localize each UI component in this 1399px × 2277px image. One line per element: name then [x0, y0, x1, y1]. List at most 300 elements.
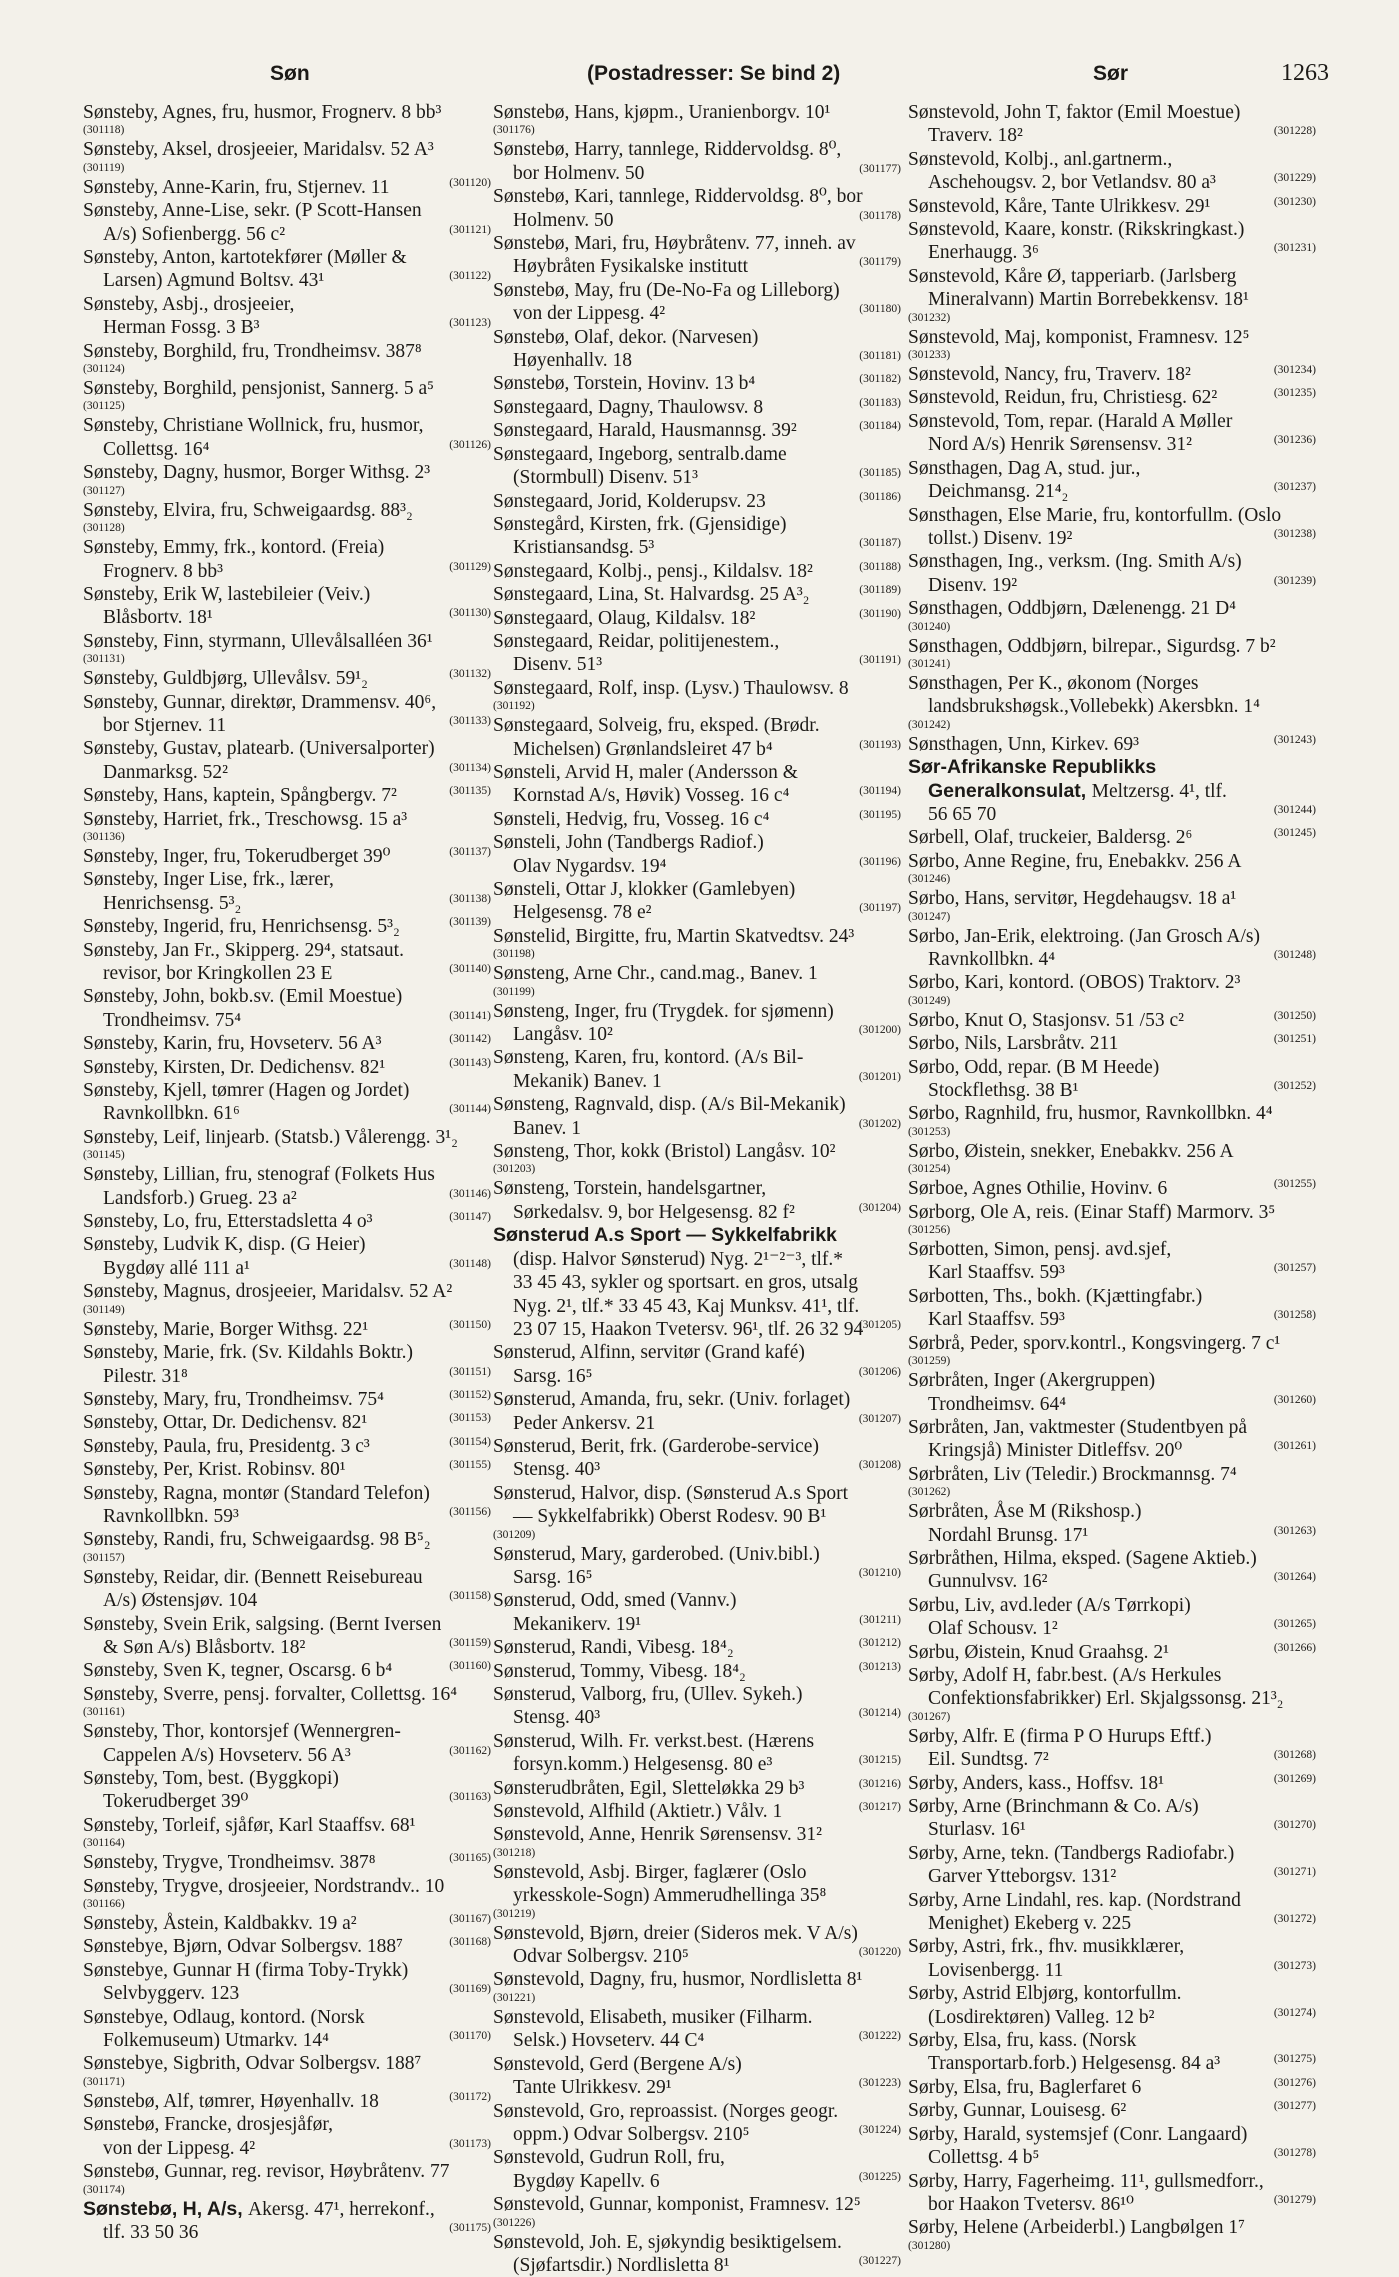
entry-line: yrkesskole-Sogn) Ammerudhellinga 35⁸: [513, 1885, 827, 1907]
entry-line: Sønstebø, Francke, drosjesjåfør,: [83, 2114, 333, 2136]
directory-entry: [493, 808, 901, 831]
directory-entry: [908, 1935, 1316, 1982]
directory-entry: [908, 1140, 1316, 1175]
entry-line: Ravnkollbkn. 61⁶: [103, 1103, 240, 1125]
directory-entry: [83, 1318, 491, 1341]
entry-line: Trondheimsv. 75⁴: [103, 1009, 242, 1031]
directory-entry: [908, 1201, 1316, 1236]
entry-line: Sønsterud, Berit, frk. (Garderobe-service): [493, 1435, 819, 1457]
entry-line: Sørbråten, Inger (Akergruppen): [908, 1370, 1156, 1392]
directory-entry: [83, 1032, 491, 1055]
entry-number: (301132): [449, 668, 491, 681]
entry-line: Sønstebø, Gunnar, reg. revisor, Høybråtenv. 77: [83, 2161, 450, 2183]
directory-entry: [83, 340, 491, 375]
directory-entry: [908, 1641, 1316, 1664]
entry-line: Cappelen A/s) Hovseterv. 56 A³: [103, 1744, 351, 1766]
directory-entry: [908, 826, 1316, 849]
entry-number: (301211): [859, 1613, 901, 1626]
entry-number: (301280): [908, 2239, 951, 2252]
directory-entry: [908, 850, 1316, 885]
entry-line: Sønsteby, Trygve, drosjeeier, Nordstrandv.. 10: [83, 1875, 445, 1897]
entry-line: Sønstevold, Tom, repar. (Harald A Møller: [908, 410, 1233, 432]
entry-line: Sønstevold, Gro, reproassist. (Norges geogr.: [493, 2100, 839, 2122]
directory-entry: [493, 560, 901, 583]
entry-number: (301209): [493, 1528, 536, 1541]
directory-entry: [493, 2231, 901, 2277]
entry-number: (301265): [1273, 1618, 1316, 1631]
entry-number: (301186): [859, 490, 901, 503]
entry-line: Eil. Sundtsg. 7²: [928, 1749, 1049, 1771]
column-2: [493, 101, 901, 2277]
entry-line: Garver Ytteborgsv. 131²: [928, 1866, 1117, 1888]
entry-line: Sønstevold, Kåre, Tante Ulrikkesv. 29¹: [908, 195, 1211, 217]
directory-entry: [908, 2123, 1316, 2170]
directory-entry: [908, 1009, 1316, 1032]
directory-entry: [908, 925, 1316, 972]
entry-line: Sønsteby, Tom, best. (Byggkopi): [83, 1768, 339, 1789]
entry-line: Kringsjå) Minister Ditleffsv. 20⁰: [928, 1440, 1183, 1462]
directory-entry: [493, 138, 901, 185]
entry-line: Sønsterud, Valborg, fru, (Ullev. Sykeh.): [493, 1684, 803, 1705]
entry-number: (301118): [83, 124, 125, 137]
entry-line: Tokerudberget 39⁰: [103, 1791, 249, 1813]
entry-line: (Sjøfartsdir.) Nordlisletta 8¹: [513, 2254, 730, 2276]
directory-entry: [83, 2113, 491, 2160]
directory-entry: [908, 1795, 1316, 1842]
entry-line: & Søn A/s) Blåsbortv. 18²: [103, 1636, 306, 1658]
entry-line: Tante Ulrikkesv. 29¹: [513, 2077, 672, 2099]
directory-entry: [908, 363, 1316, 386]
directory-entry: [493, 1224, 901, 1341]
entry-line: Sønstelid, Birgitte, fru, Martin Skatvedtsv. 24³: [493, 925, 855, 947]
entry-number: (301247): [908, 910, 951, 923]
entry-number: (301253): [908, 1125, 951, 1138]
entry-line: Olav Nygardsv. 19⁴: [513, 855, 667, 877]
entry-line: bor Stjernev. 11: [103, 714, 227, 736]
directory-entry: [83, 293, 491, 340]
directory-entry: [83, 784, 491, 807]
entry-number: (301229): [1273, 172, 1316, 185]
entry-number: (301172): [449, 2090, 491, 2103]
entry-number: (301202): [858, 1117, 901, 1130]
entry-line: Sørby, Elsa, fru, kass. (Norsk: [908, 2030, 1137, 2052]
directory-entry: [908, 1463, 1316, 1498]
entry-line: Sønsteby, Anne-Karin, fru, Stjernev. 11: [83, 176, 390, 198]
entry-number: (301198): [493, 948, 535, 961]
directory-entry: [493, 761, 901, 808]
entry-line: Sarsg. 16⁵: [513, 1365, 593, 1387]
entry-number: (301143): [449, 1056, 491, 1069]
entry-line: Blåsbortv. 18¹: [103, 607, 213, 629]
entry-number: (301175): [449, 2221, 491, 2234]
directory-entry: [83, 199, 491, 246]
entry-number: (301219): [493, 1907, 536, 1920]
directory-entry: [493, 419, 901, 442]
directory-entry: [493, 101, 901, 136]
directory-entry: [908, 971, 1316, 1006]
entry-line: Helgesensg. 78 e²: [513, 902, 652, 924]
entry-line: Sønstevold, Joh. E, sjøkyndig besiktigelsem.: [493, 2231, 842, 2253]
entry-number: (301273): [1273, 1959, 1316, 1972]
entry-line: Sørbråten, Jan, vaktmester (Studentbyen på: [908, 1416, 1247, 1438]
directory-entry: [908, 410, 1316, 457]
entry-line: Sønsthagen, Oddbjørn, Dælenengg. 21 D⁴: [908, 598, 1236, 620]
entry-line: forsyn.komm.) Helgesensg. 80 e³: [513, 1754, 773, 1776]
entry-line: Høyenhallv. 18: [513, 350, 632, 372]
entry-number: (301234): [1273, 364, 1316, 377]
directory-entry: [908, 101, 1316, 148]
entry-line: Sønsteby, Hans, kaptein, Spångbergv. 7²: [83, 785, 397, 807]
entry-number: (301142): [449, 1033, 491, 1046]
entry-number: (301125): [83, 400, 125, 413]
entry-number: (301235): [1273, 387, 1316, 400]
entry-line: Sønstevold, John T, faktor (Emil Moestue): [908, 102, 1241, 123]
entry-line: Høybråten Fysikalske institutt: [513, 256, 749, 278]
directory-entry: [493, 1140, 901, 1175]
entry-line: Mineralvann) Martin Borrebekkensv. 18¹: [928, 289, 1249, 311]
directory-entry: [908, 504, 1316, 551]
entry-number: (301167): [449, 1913, 491, 1926]
directory-entry: [83, 461, 491, 496]
directory-entry: [83, 1814, 491, 1849]
entry-line: Sørbo, Kari, kontord. (OBOS) Traktorv. 2³: [908, 972, 1241, 994]
entry-number: (301276): [1273, 2076, 1316, 2089]
entry-number: (301126): [449, 438, 491, 451]
entry-number: (301237): [1273, 481, 1316, 494]
entry-number: (301191): [859, 654, 901, 667]
directory-entry: [493, 490, 901, 513]
entry-number: (301133): [449, 714, 491, 727]
entry-number: (301183): [859, 396, 901, 409]
entry-line: Sønsteng, Thor, kokk (Bristol) Langåsv. 10²: [493, 1141, 836, 1163]
entry-line: (disp. Halvor Sønsterud) Nyg. 2¹⁻²⁻³, tlf.*: [513, 1248, 844, 1270]
entry-line: Sønstebø, Kari, tannlege, Riddervoldsg. 8⁰, bor: [493, 186, 863, 208]
directory-entry: [83, 1566, 491, 1613]
entry-number: (301227): [858, 2254, 901, 2267]
entry-line: Sønsteli, John (Tandbergs Radiof.): [493, 832, 764, 854]
entry-number: (301207): [858, 1412, 901, 1425]
directory-entry: [83, 1079, 491, 1126]
directory-entry: [908, 1369, 1316, 1416]
entry-number: (301210): [858, 1566, 901, 1579]
directory-entry: [83, 499, 491, 534]
entry-number: (301268): [1273, 1749, 1316, 1762]
entry-number: (301157): [83, 1551, 125, 1564]
directory-entry: [493, 372, 901, 395]
directory-entry: [493, 1482, 901, 1541]
directory-entry: [493, 1388, 901, 1435]
entry-line: Sørbo, Øistein, snekker, Enebakkv. 256 A: [908, 1140, 1234, 1162]
entry-line: Sørby, Helene (Arbeiderbl.) Langbølgen 1⁷: [908, 2217, 1245, 2239]
directory-entry: [493, 232, 901, 279]
entry-number: (301178): [859, 209, 901, 222]
entry-line: Sørby, Arne (Brinchmann & Co. A/s): [908, 1796, 1199, 1817]
directory-entry: [908, 2216, 1316, 2251]
entry-number: (301180): [859, 303, 901, 316]
entry-line: Frognerv. 8 bb³: [103, 560, 223, 582]
entry-line: Confektionsfabrikker) Erl. Skjalgssonsg. 21³₂: [928, 1688, 1284, 1710]
directory-entry: [493, 1660, 901, 1683]
directory-entry: [83, 1163, 491, 1210]
entry-line: Sønstevold, Asbj. Birger, faglærer (Oslo: [493, 1861, 807, 1883]
entry-line: Sønstegård, Kirsten, frk. (Gjensidige): [493, 513, 787, 535]
directory-entry: [493, 1435, 901, 1482]
entry-line: Sørboe, Agnes Othilie, Hovinv. 6: [908, 1178, 1168, 1200]
entry-line: Sønsteby, Ludvik K, disp. (G Heier): [83, 1234, 366, 1256]
entry-line: Mekanik) Banev. 1: [513, 1070, 662, 1092]
entry-number: (301127): [83, 484, 125, 497]
directory-entry: [908, 1102, 1316, 1137]
entry-line: Sønstevold, Kolbj., anl.gartnerm.,: [908, 148, 1173, 170]
entry-line: Sturlasv. 16¹: [928, 1819, 1026, 1841]
entry-line: revisor, bor Kringkollen 23 E: [103, 963, 333, 984]
directory-entry: [83, 1851, 491, 1874]
entry-number: (301120): [449, 176, 491, 189]
header-left: Søn: [270, 62, 310, 85]
entry-number: (301277): [1273, 2100, 1316, 2113]
entry-line: Folkemuseum) Utmarkv. 14⁴: [103, 2030, 329, 2052]
entry-number: (301264): [1273, 1571, 1316, 1584]
entry-number: (301232): [908, 311, 951, 324]
entry-number: (301213): [858, 1660, 901, 1673]
entry-number: (301259): [908, 1355, 951, 1368]
entry-line: Sønsteby, Borghild, fru, Trondheimsv. 387⁸: [83, 340, 422, 362]
entry-number: (301162): [449, 1744, 491, 1757]
directory-entry: [83, 1210, 491, 1233]
directory-entry: [493, 1177, 901, 1224]
entry-line: Sønsthagen, Ing., verksm. (Ing. Smith A/s): [908, 551, 1242, 573]
entry-number: (301238): [1273, 527, 1316, 540]
entry-line: Sønsterud, Halvor, disp. (Sønsterud A.s Sport: [493, 1482, 849, 1504]
entry-line: Sønstevold, Gerd (Bergene A/s): [493, 2053, 742, 2075]
directory-entry: [908, 326, 1316, 361]
entry-number: (301154): [449, 1435, 491, 1448]
directory-entry: [83, 667, 491, 690]
entry-line: Sønsteby, Reidar, dir. (Bennett Reisebureau: [83, 1566, 423, 1588]
entry-line: Selvbyggerv. 123: [103, 1983, 240, 2005]
entry-line: Sønsteby, Sven K, tegner, Oscarsg. 6 b⁴: [83, 1660, 393, 1682]
entry-number: (301177): [859, 162, 901, 175]
entry-number: (301151): [449, 1365, 491, 1378]
entry-number: (301246): [908, 873, 951, 886]
entry-number: (301195): [859, 808, 901, 821]
directory-entry: [493, 1000, 901, 1047]
directory-entry: [493, 1922, 901, 1969]
entry-line: Mekanikerv. 19¹: [513, 1613, 642, 1635]
entry-line: Sønsteby, Per, Krist. Robinsv. 80¹: [83, 1459, 346, 1481]
entry-number: (301144): [449, 1103, 491, 1116]
entry-line: Sønstevold, Dagny, fru, husmor, Nordlisletta 8¹: [493, 1969, 863, 1991]
entry-line: Selsk.) Hovseterv. 44 C⁴: [513, 2030, 705, 2052]
entry-line: Sønstegaard, Olaug, Kildalsv. 18²: [493, 607, 756, 629]
entry-line: Sønsteby, Svein Erik, salgsing. (Bernt Iversen: [83, 1613, 442, 1635]
entry-line: Sønsteby, Leif, linjearb. (Statsb.) Vålerengg. 3¹₂: [83, 1126, 458, 1148]
entry-number: (301200): [858, 1024, 901, 1037]
entry-line: Sønstevold, Maj, komponist, Framnesv. 12⁵: [908, 326, 1250, 348]
entry-line: tlf. 33 50 36: [103, 2221, 199, 2243]
directory-entry: [493, 2053, 901, 2100]
entry-line: Sønstevold, Elisabeth, musiker (Filharm.: [493, 2006, 813, 2028]
entry-number: (301233): [908, 349, 951, 362]
entry-line: Sønsteby, Dagny, husmor, Borger Withsg. 2³: [83, 462, 431, 484]
entry-number: (301258): [1273, 1309, 1316, 1322]
entry-line: Sønsthagen, Per K., økonom (Norges: [908, 672, 1199, 694]
entry-line: Sønsterud, Wilh. Fr. verkst.best. (Hærens: [493, 1730, 815, 1752]
entry-line: von der Lippesg. 4²: [103, 2137, 256, 2159]
entry-line: Sønsteby, Ottar, Dr. Dedichensv. 82¹: [83, 1412, 368, 1434]
entry-line: Olaf Schousv. 1²: [928, 1618, 1058, 1640]
entry-line: Sønsthagen, Unn, Kirkev. 69³: [908, 733, 1139, 755]
entry-line: Sønsteby, Magnus, drosjeeier, Maridalsv. 52 A²: [83, 1281, 453, 1303]
entry-number: (301267): [908, 1710, 951, 1723]
directory-entry: [908, 1725, 1316, 1772]
entry-line: Sørbu, Øistein, Knud Graahsg. 2¹: [908, 1641, 1169, 1663]
directory-entry: [83, 2052, 491, 2087]
entry-number: (301239): [1273, 574, 1316, 587]
entry-line: landsbrukshøgsk.,Vollebekk) Akersbkn. 1⁴: [928, 696, 1260, 718]
directory-entry: [493, 1730, 901, 1777]
entry-line: Sønstevold, Kåre Ø, tapperiarb. (Jarlsberg: [908, 265, 1237, 287]
entry-line: Sønsthagen, Else Marie, fru, kontorfullm. (Oslo: [908, 504, 1282, 526]
entry-number: (301134): [449, 761, 491, 774]
entry-number: (301218): [493, 1846, 536, 1859]
entry-number: (301184): [859, 420, 901, 433]
entry-number: (301223): [858, 2077, 901, 2090]
directory-entry: [83, 1388, 491, 1411]
entry-line: Sønsteli, Hedvig, fru, Vosseg. 16 c⁴: [493, 808, 770, 830]
entry-number: (301166): [83, 1898, 125, 1911]
entry-line: Sønsteby, Guldbjørg, Ullevålsv. 59¹₂: [83, 668, 368, 690]
entry-number: (301242): [908, 718, 951, 731]
directory-entry: [908, 2170, 1316, 2217]
entry-number: (301201): [858, 1070, 901, 1083]
entry-line: Sønsteby, Borghild, pensjonist, Sannerg. 5 a⁵: [83, 378, 434, 400]
entry-line: Sønstebye, Sigbrith, Odvar Solbergsv. 188⁷: [83, 2053, 422, 2075]
entry-line: Sønsteby, Paula, fru, Presidentg. 3 c³: [83, 1435, 370, 1457]
entry-line: Disenv. 51³: [513, 654, 603, 676]
entry-line: Sønsteby, Gunnar, direktør, Drammensv. 40⁶,: [83, 691, 437, 713]
entry-number: (301257): [1273, 1262, 1316, 1275]
entry-number: (301130): [449, 607, 491, 620]
entry-number: (301244): [1273, 803, 1316, 816]
column-3: [908, 101, 1316, 2254]
entry-line: Holmenv. 50: [513, 209, 614, 231]
entry-line: Sønsteby, Anton, kartotekfører (Møller &: [83, 247, 407, 269]
directory-entry: [83, 868, 491, 915]
entry-line: Sønstegaard, Dagny, Thaulowsv. 8: [493, 396, 764, 418]
entry-number: (301185): [859, 467, 901, 480]
entry-line: Sønsteby, Christiane Wollnick, fru, husmor,: [83, 415, 424, 437]
directory-entry: [83, 1720, 491, 1767]
entry-line: Sønsteby, Thor, kontorsjef (Wennergren-: [83, 1721, 401, 1743]
entry-number: (301135): [449, 785, 491, 798]
entry-line: 23 07 15, Haakon Tvetersv. 96¹, tlf. 26 32 94: [513, 1318, 864, 1340]
directory-entry: [83, 2198, 491, 2245]
directory-entry: [83, 630, 491, 665]
entry-line: Sørbotten, Ths., bokh. (Kjættingfabr.): [908, 1285, 1203, 1307]
entry-line: Sørby, Arne, tekn. (Tandbergs Radiofabr.): [908, 1842, 1235, 1864]
directory-entry: [493, 2006, 901, 2053]
entry-line: Sønsthagen, Oddbjørn, bilrepar., Sigurdsg. 7 b²: [908, 635, 1276, 657]
directory-entry: [493, 1093, 901, 1140]
entry-line: Sønsteli, Arvid H, maler (Andersson &: [493, 761, 798, 783]
directory-entry: [493, 583, 901, 606]
entry-line: Sønsteby, Torleif, sjåfør, Karl Staaffsv. 68¹: [83, 1814, 416, 1836]
directory-entry: [83, 176, 491, 199]
entry-number: (301149): [83, 1303, 125, 1316]
entry-line: Sørbråten, Åse M (Rikshosp.): [908, 1501, 1142, 1523]
directory-entry: [908, 2099, 1316, 2122]
entry-line: Sønsteby, Finn, styrmann, Ullevålsalléen 36¹: [83, 630, 433, 652]
entry-line: Sønsterud A.s Sport — Sykkelfabrikk: [493, 1224, 837, 1247]
entry-line: Langåsv. 10²: [513, 1024, 613, 1046]
directory-entry: [908, 2076, 1316, 2099]
entry-number: (301226): [493, 2216, 536, 2229]
entry-number: (301205): [858, 1318, 901, 1331]
directory-entry: [908, 195, 1316, 218]
directory-entry: [908, 148, 1316, 195]
entry-number: (301206): [858, 1365, 901, 1378]
directory-entry: [908, 1285, 1316, 1332]
directory-entry: [83, 1912, 491, 1935]
entry-line: Sønstegaard, Jorid, Kolderupsv. 23: [493, 490, 766, 512]
entry-number: (301225): [858, 2170, 901, 2183]
entry-line: Sørby, Astrid Elbjørg, kontorfullm.: [908, 1983, 1182, 2005]
directory-entry: [493, 1823, 901, 1858]
entry-number: (301124): [83, 363, 125, 376]
entry-line: Sønsteby, Åstein, Kaldbakkv. 19 a²: [83, 1913, 357, 1935]
entry-line: Sørby, Adolf H, fabr.best. (A/s Herkules: [908, 1664, 1222, 1686]
entry-line: Sønstegaard, Kolbj., pensj., Kildalsv. 18²: [493, 560, 813, 582]
entry-line: Sørby, Elsa, fru, Baglerfaret 6: [908, 2076, 1142, 2098]
entry-number: (301228): [1273, 125, 1316, 138]
directory-entry: [908, 1889, 1316, 1936]
entry-line: Sørbo, Nils, Larsbråtv. 211: [908, 1033, 1119, 1055]
entry-line: Peder Ankersv. 21: [513, 1412, 656, 1434]
entry-line: Odvar Solbergsv. 210⁵: [513, 1946, 689, 1968]
entry-line: Sønstevold, Bjørn, dreier (Sideros mek. V A/s): [493, 1922, 858, 1944]
entry-number: (301254): [908, 1163, 951, 1176]
entry-line: Menighet) Ekeberg v. 225: [928, 1913, 1132, 1935]
directory-entry: [908, 1032, 1316, 1055]
entry-line: Ravnkollbkn. 59³: [103, 1505, 239, 1527]
directory-entry: [493, 1800, 901, 1823]
directory-entry: [83, 1458, 491, 1481]
entry-line: Sønsteby, Marie, Borger Withsg. 22¹: [83, 1318, 369, 1340]
entry-number: (301270): [1273, 1819, 1316, 1832]
directory-entry: [908, 887, 1316, 922]
directory-entry: [908, 1547, 1316, 1594]
entry-number: (301168): [449, 1936, 491, 1949]
entry-line: 56 65 70: [928, 803, 997, 825]
entry-line: Kristiansandsg. 5³: [513, 537, 655, 559]
directory-entry: [83, 808, 491, 843]
directory-entry: [83, 939, 491, 986]
entry-line: Sønstegaard, Harald, Hausmannsg. 39²: [493, 420, 797, 442]
entry-line: Gunnulvsv. 16²: [928, 1571, 1048, 1593]
directory-entry: [908, 1772, 1316, 1795]
entry-number: (301221): [493, 1991, 536, 2004]
entry-number: (301165): [449, 1852, 491, 1865]
directory-entry: [83, 737, 491, 784]
entry-line: (Losdirektøren) Valleg. 12 b²: [928, 2006, 1155, 2028]
entry-line: Sønsteby, Lo, fru, Etterstadsletta 4 o³: [83, 1211, 373, 1233]
directory-entry: [493, 185, 901, 232]
entry-number: (301121): [449, 223, 491, 236]
directory-entry: [83, 1659, 491, 1682]
entry-line: Sønstevold, Reidun, fru, Christiesg. 62²: [908, 387, 1218, 409]
entry-line: Sønsterud, Odd, smed (Vannv.): [493, 1590, 737, 1612]
